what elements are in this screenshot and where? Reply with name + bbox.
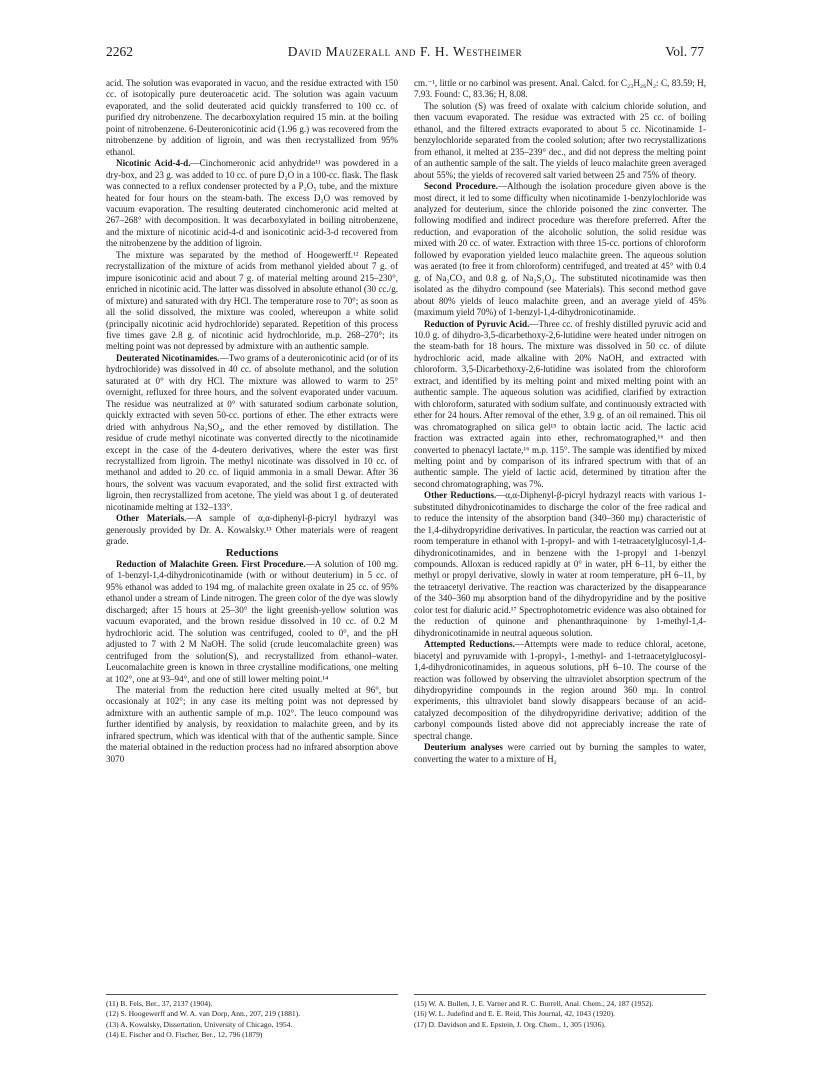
footnote: (14) E. Fischer and O. Fischer, Ber., 12, 796 (1879) [106, 1030, 263, 1040]
page-header [106, 44, 704, 62]
paragraph [414, 319, 706, 491]
paragraph [414, 181, 706, 318]
paragraph-body: were carried out by burning the samples to water, converting the water to a mixture of H₂ [414, 742, 706, 764]
left-column [106, 78, 398, 765]
footnote: (16) W. L. Judefind and E. E. Reid, This Journal, 42, 1043 (1920). [414, 1009, 616, 1019]
paragraph [106, 158, 398, 250]
running-authors: David Mauzerall and F. H. Westheimer [287, 44, 523, 59]
volume-label: Vol. 77 [665, 44, 704, 59]
paragraph [106, 353, 398, 513]
right-column [414, 78, 706, 765]
subheading: Other Materials. [116, 513, 187, 524]
subheading: Second Procedure. [424, 181, 498, 192]
subheading: Reduction of Malachite Green. First Procedure. [116, 559, 306, 570]
subheading: Attempted Reductions. [424, 639, 515, 650]
subheading: Nicotinic Acid-4-d. [116, 158, 191, 169]
paragraph-body: —Two grams of a deuteronicotinic acid (or of its hydrochloride) was dissolved in 40 cc. of absolute methanol, and the solution saturated at 0° with dry HCl. The mixture was allowed to warm to 25° overnight, refluxed for three hours, and the solvent evaporated under vacuum. The residue was neutralized at 0° with saturated sodium carbonate solution, quickly extracted with seven 50-cc. portions of ether. The ether extracts were dried with anhydrous Na₂SO₄, and the ether removed by distillation. The residue of crude methyl nicotinate was converted directly to the nicotinamide except in the case of the 4-deutero derivatives, where the ester was first recrystallized from ligroin. The methyl nicotinate was dissolved in 10 cc. of methanol and added to 20 cc. of liquid ammonia in a small Dewar. After 36 hours, the solvent was vacuum evaporated, and the solid first extracted with ligroin, then recrystallized from acetone. The yield was about 1 g. of deuterated nicotinamide melting at 132–133°. [106, 352, 398, 512]
paragraph: The material from the reduction here cited usually melted at 96°, but occasionaly at 102°; in any case its melting point was not depressed by admixture with an authentic sample of m.p. 102°. The leuco compound was further identified by analysis, by reoxidation to malachite green, and by its infrared spectrum, which was identical with that of the authentic sample. Since the material obtained in the reduction process had no infrared absorption above 3070 [106, 685, 398, 764]
paragraph-body: —Although the isolation procedure given above is the most direct, it led to some difficulty when nicotinamide 1-benzylochloride was analyzed for deuterium, since the chloride poisoned the zinc converter. The following modified and indirect procedure was therefore preferred. After the reduction, and evaporation of the alcoholic solution, the solid residue was mixed with 20 cc. of water. Extraction with three 15-cc. portions of chloroform followed by evaporation yielded leuco malachite green. The aqueous solution was aerated (to free it from chloroform) centrifuged, and treated at 45° with 0.4 g. of Na₂CO₃ and 0.8 g. of Na₂S₂O₄. The substituted nicotinamide was then isolated as the dihydro compound (see Materials). This second method gave about 80% yields of leuco malachite green, and an average yield of 45% (maximum yield 70%) of 1-benzyl-1,4-dihydronicotinamide. [414, 181, 706, 318]
paragraph-body: —A solution of 100 mg. of 1-benzyl-1,4-dihydronicotinamide (with or without deuterium) in 5 cc. of 95% ethanol was added to 194 mg. of malachite green oxalate in 25 cc. of 95% ethanol under a stream of Linde nitrogen. The green color of the dye was slowly discharged; after 15 hours at 25–30° the light greenish-yellow solution was vacuum evaporated, and the brown residue dissolved in 10 cc. of 0.2 M hydrochloric acid. The solution was centrifuged, cooled to 0°, and the pH adjusted to 7 with 2 M NaOH. The solid (crude leucomalachite green) was centrifuged from the solution(S), and recrystallized from ethanol–water. Leucomalachite green is known in three crystalline modifications, one melting at 102°, one at 93–94°, and one of still lower melting point.¹⁴ [106, 559, 399, 684]
paragraph [414, 490, 706, 639]
footnotes-left [106, 994, 398, 1041]
paragraph-body: —A sample of α,α-diphenyl-β-picryl hydrazyl was generously provided by Dr. A. Kowalsky.¹³ Other materials were of reagent grade. [106, 513, 399, 547]
paragraph [106, 559, 398, 685]
paragraph-body: —Cinchomeronic acid anhydride¹¹ was powdered in a dry-box, and 23 g. was added to 10 cc. of pure D₂O in a 100-cc. flask. The flask was connected to a reflux condenser protected by a P₂O₅ tube, and the mixture heated for four hours on the steam-bath. The excess D₂O was removed by vacuum evaporation. The resulting deuterated cinchomeronic acid melted at 267–268° with decomposition. It was decarboxylated in boiling nitrobenzene, and the mixture of nicotinic acid-4-d and isonicotinic acid-3-d recovered from the nitrobenzene by the addition of ligroin. [106, 158, 398, 249]
paragraph [106, 513, 398, 547]
paragraph [414, 639, 706, 742]
footnote: (13) A. Kowalsky, Dissertation, University of Chicago, 1954. [106, 1019, 293, 1029]
paragraph [414, 742, 706, 765]
subheading: Other Reductions. [424, 490, 497, 501]
paragraph-body: —α,α-Diphenyl-β-picryl hydrazyl reacts with various 1-substituted dihydronicotinamides to discharge the color of the free radical and to reduce the intensity of the absorption band (340–360 mμ) characteristic of the 1,4-dihydropyridine derivatives. In particular, the reaction was carried out at room temperature in ethanol with 1-propyl- and with 1-tetraacetylglucosyl-1,4-dihydronicotinamides, and in benzene with the 1-propyl and 1-benzyl compounds. Alloxan is reduced rapidly at 0° in water, pH 6–11, by either the methyl or propyl derivative, slowly in water at room temperature, pH 6–11, by the tetraacetyl derivative. The reaction was characterized by the disappearance of the 340–360 mμ absorption band of the dihydropyridine and by the positive color test for dialuric acid.¹⁷ Spectrophotometric evidence was also obtained for the reduction of quinone and phenanthraquinone by 1-methyl-1,4-dihydronicotinamide in neutral aqueous solution. [414, 490, 707, 638]
section-heading: Reductions [225, 546, 279, 559]
subheading: Reduction of Pyruvic Acid. [424, 318, 530, 329]
footnotes-right [414, 994, 706, 1030]
paragraph: cm.⁻¹, little or no carbinol was present. Anal. Calcd. for C₂₃H₂₆N₂: C, 83.59; H, 7.93. Found: C, 83.36; H, 8.08. [414, 78, 706, 100]
paragraph: acid. The solution was evaporated in vacuo, and the residue extracted with 150 cc. of isotopically pure deuteroacetic acid. The solution was again vacuum evaporated, and the solid deuterated acid quickly transferred to 100 cc. of purified dry nitrobenzene. The decarboxylation required 15 min. at the boiling point of nitrobenzene. 6-Deuteronicotinic acid (1.96 g.) was recovered from the nitrobenzene by addition of ligroin, and was then recrystallized from 95% ethanol. [106, 78, 398, 157]
footnote: (11) B. Fels, Ber., 37, 2137 (1904). [106, 999, 213, 1008]
footnote: (15) W. A. Bullen, J. E. Varner and R. C. Burrell, Anal. Chem., 24, 187 (1952). [414, 999, 654, 1008]
subheading: Deuterium analyses [424, 742, 503, 753]
paragraph: The mixture was separated by the method of Hoogewerff.¹² Repeated recrystallization of the mixture of acids from methanol yielded about 7 g. of impure isonicotinic acid and about 7 g. of material melting around 215–230°, enriched in nicotinic acid. The latter was dissolved in absolute ethanol (30 cc./g. of mixture) and saturated with dry HCl. The temperature rose to 70°; as soon as all the solid dissolved, the mixture was cooled, whereupon a white solid (principally nicotinic acid hydrochloride) separated. Repetition of this process five times gave 2.8 g. of nicotinic acid hydrochloride, m.p. 268–270°; its melting point was not depressed by admixture with an authentic sample. [106, 249, 399, 352]
page-number: 2262 [106, 44, 133, 59]
paragraph-body: —Attempts were made to reduce chloral, acetone, biacetyl and pyruvamide with 1-propyl-, 1-methyl- and 1-tetraacetylglucosyl-1,4-dihydronicotinamides, in aqueous solutions, pH 6–10. The course of the reaction was followed by observing the ultraviolet absorption spectrum of the dihydropyridine compounds in the region around 360 mμ. In control experiments, this ultraviolet band slowly disappears because of an acid-catalyzed decomposition of the dihydropyridine derivative; addition of the carbonyl compounds listed above did not appreciably increase the rate of spectral change. [414, 639, 706, 741]
footnote: (17) D. Davidson and E. Epstein, J. Org. Chem., 1, 305 (1936). [414, 1019, 606, 1029]
paragraph: The solution (S) was freed of oxalate with calcium chloride solution, and then vacuum evaporated. The residue was extracted with 25 cc. of boiling ethanol, and the filtered extracts evaporated to about 5 cc. Nicotinamide 1-benzylochloride separated from the cooled solution; after two recrystallizations from ethanol, it melted at 235–239° dec., and did not depress the melting point of an authentic sample of the salt. The yields of leuco malachite green averaged about 55%; the yields of recovered salt varied between 25 and 75% of theory. [414, 100, 706, 180]
paragraph-body: —Three cc. of freshly distilled pyruvic acid and 10.0 g. of dihydro-3,5-dicarbethoxy-2,6-lutidine were heated under nitrogen on the steam-bath for 18 hours. The mixture was dissolved in 50 cc. of dilute hydrochloric acid, made alkaline with 20% NaOH, and extracted with chloroform. 3,5-Dicarbethoxy-2,6-lutidine was isolated from the chloroform extract, and identified by its melting point and mixed melting point with an authentic sample. The aqueous solution was acidified, clarified by extraction with chloroform, saturated with sodium sulfate, and continuously extracted with ether for 24 hours. After removal of the ether, 3.9 g. of an oil remained. This oil was chromatographed on silica gel¹⁵ to obtain lactic acid. The lactic acid fraction was extracted again into ether, rechromatographed,¹⁶ and then converted to phenacyl lactate,¹⁶ m.p. 115°. The sample was identified by mixed melting point and by comparison of its infrared spectrum with that of an authentic sample. The yield of lactic acid, determined by titration after the second chromatographing, was 7%. [414, 318, 706, 489]
footnote: (12) S. Hoogewerff and W. A. van Dorp, Ann., 207, 219 (1881). [106, 1009, 301, 1019]
subheading: Deuterated Nicotinamides. [116, 352, 220, 363]
